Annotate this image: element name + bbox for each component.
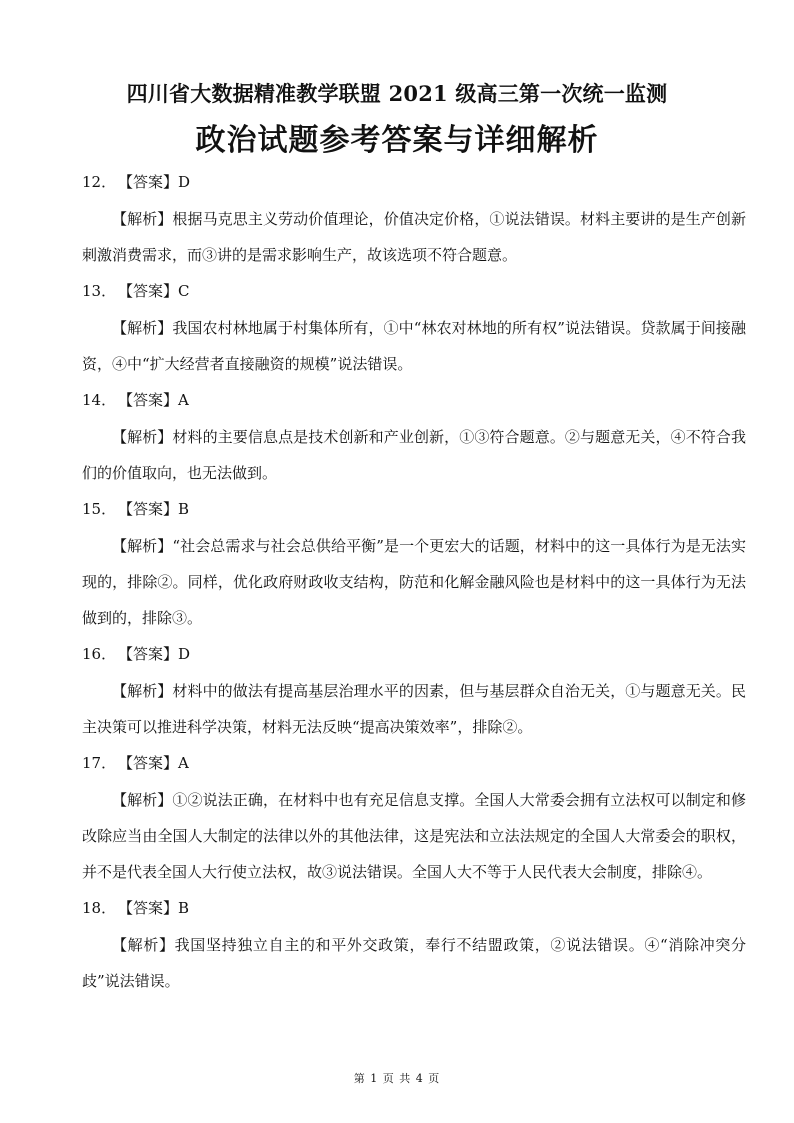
answer-line	[82, 168, 746, 196]
document-subtitle: 政治试题参考答案与详细解析	[195, 123, 599, 158]
answer-text: 【答案】C	[118, 282, 190, 300]
question-item-12	[82, 168, 746, 273]
document-title: 四川省大数据精准教学联盟 2021 级高三第一次统一监测	[126, 81, 668, 106]
answer-text: 【答案】A	[118, 754, 189, 772]
answer-text: 【答案】B	[118, 500, 190, 518]
question-number: 16．	[82, 645, 117, 663]
explanation-text: 【解析】材料中的做法有提高基层治理水平的因素，但与基层群众自治无关，①与题意无关。民主决策可以推进科学决策，材料无法反映“提高决策效率”，排除②。	[82, 682, 746, 736]
question-item-17	[82, 749, 746, 890]
question-item-15	[82, 495, 746, 636]
question-number: 18．	[82, 899, 117, 917]
question-number: 12．	[82, 173, 117, 191]
answer-text: 【答案】A	[118, 391, 189, 409]
question-item-14	[82, 386, 746, 491]
explanation-text: 【解析】我国农村林地属于村集体所有，①中“林农对林地的所有权”说法错误。贷款属于间接融资，④中“扩大经营者直接融资的规模”说法错误。	[82, 319, 746, 373]
page-footer: 第 1 页 共 4 页	[353, 1072, 441, 1085]
answer-line	[82, 749, 746, 777]
answer-list	[82, 168, 746, 1003]
answer-text: 【答案】D	[118, 645, 191, 663]
answer-line	[82, 495, 746, 523]
explanation-text: 【解析】①②说法正确，在材料中也有充足信息支撑。全国人大常委会拥有立法权可以制定和修改除应当由全国人大制定的法律以外的其他法律，这是宪法和立法法规定的全国人大常委会的职权，并不是代表全国人大行使立法权，故③说法错误。全国人大不等于人民代表大会制度，排除④。	[82, 791, 746, 881]
question-number: 15．	[82, 500, 117, 518]
question-number: 13．	[82, 282, 117, 300]
answer-line	[82, 277, 746, 305]
answer-text: 【答案】D	[118, 173, 191, 191]
answer-line	[82, 640, 746, 668]
explanation-text: 【解析】根据马克思主义劳动价值理论，价值决定价格，①说法错误。材料主要讲的是生产创新刺激消费需求，而③讲的是需求影响生产，故该选项不符合题意。	[82, 210, 746, 264]
question-number: 17．	[82, 754, 117, 772]
question-item-16	[82, 640, 746, 745]
explanation-text: 【解析】材料的主要信息点是技术创新和产业创新，①③符合题意。②与题意无关，④不符合我们的价值取向，也无法做到。	[82, 428, 746, 482]
answer-text: 【答案】B	[118, 899, 190, 917]
question-number: 14．	[82, 391, 117, 409]
question-item-18	[82, 894, 746, 999]
answer-line	[82, 386, 746, 414]
explanation-text: 【解析】我国坚持独立自主的和平外交政策，奉行不结盟政策，②说法错误。④“消除冲突分歧”说法错误。	[82, 936, 746, 990]
question-item-13	[82, 277, 746, 382]
answer-line	[82, 894, 746, 922]
explanation-text: 【解析】“社会总需求与社会总供给平衡”是一个更宏大的话题，材料中的这一具体行为是无法实现的，排除②。同样，优化政府财政收支结构，防范和化解金融风险也是材料中的这一具体行为无法做到的，排除③。	[82, 537, 746, 627]
